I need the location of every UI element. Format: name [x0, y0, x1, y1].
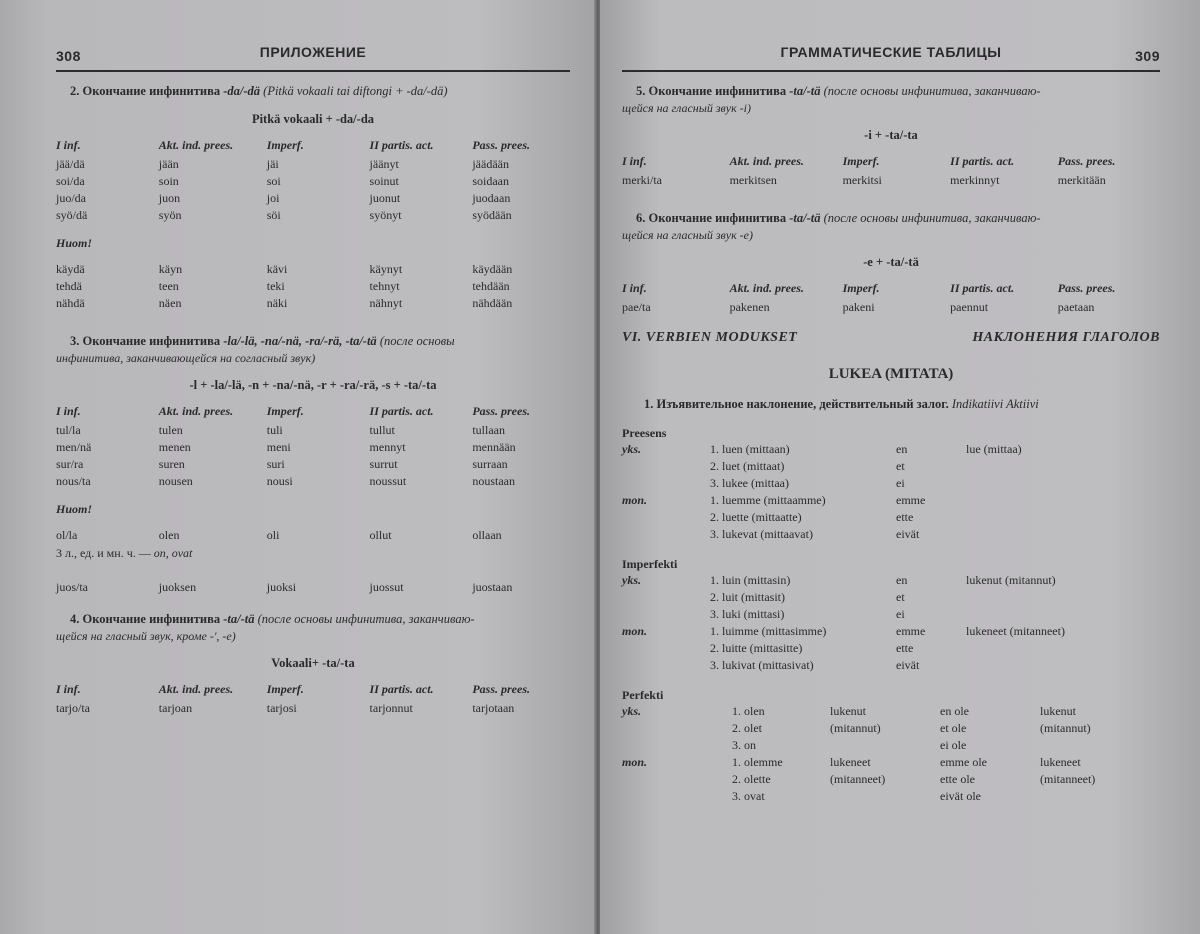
- conjugation-cell: emme ole: [940, 755, 987, 769]
- table-cell: tarjo/ta: [56, 701, 90, 715]
- section-5-formula: -i + -ta/-ta: [864, 128, 918, 142]
- table-cell: jää/dä: [56, 157, 85, 171]
- conjugation-cell: 1. luen (mittaan): [710, 442, 790, 456]
- table-cell: jäädään: [472, 157, 509, 171]
- conjugation-cell: 2. luette (mittaatte): [710, 510, 802, 524]
- conjugation-cell: 3. on: [732, 738, 756, 752]
- olla-table: [56, 527, 570, 544]
- conjugation-cell: [966, 475, 1166, 492]
- table-cell: mennään: [472, 440, 516, 454]
- table-cell: ollut: [369, 528, 392, 542]
- mood-heading: [644, 397, 1160, 412]
- section-4-suffix: -ta/-tä: [223, 612, 255, 626]
- table-cell: joi: [266, 191, 280, 205]
- number-label: [622, 475, 710, 492]
- olla-note-text: 3 л., ед. и мн. ч. —: [56, 546, 151, 560]
- conjugation-cell: en: [896, 573, 908, 587]
- number-label: yks.: [622, 573, 641, 587]
- table-cell: juo/da: [56, 191, 86, 205]
- conjugation-cell: 2. olet: [732, 721, 762, 735]
- left-page: [0, 0, 596, 934]
- conjugation-cell: emme: [896, 493, 926, 507]
- table-cell: noussut: [369, 474, 407, 488]
- section-vi-title-ru: НАКЛОНЕНИЯ ГЛАГОЛОВ: [972, 330, 1160, 345]
- conjugation-cell: [966, 589, 1166, 606]
- column-header: II partis. act.: [369, 404, 434, 418]
- conjugation-cell: eivät ole: [940, 789, 981, 803]
- conjugation-cell: lukenut (mitannut): [966, 573, 1056, 587]
- running-head-right: [622, 44, 1160, 66]
- table-cell: syön: [158, 208, 182, 222]
- section-2-title: 2. Окончание инфинитива: [70, 84, 221, 98]
- column-header: Akt. ind. prees.: [158, 404, 234, 418]
- table-cell: juos/ta: [56, 580, 88, 594]
- running-head-title-right: ГРАММАТИЧЕСКИЕ ТАБЛИЦЫ: [780, 44, 1002, 60]
- table-cell: merkinnyt: [950, 173, 1000, 187]
- table-cell: pakeni: [842, 300, 875, 314]
- conjugation-cell: ei: [896, 607, 905, 621]
- section-2-formula: Pitkä vokaali + -da/-da: [251, 112, 375, 126]
- table-row: [56, 473, 570, 490]
- section-vi-title-fi: VI. VERBIEN MODUKSET: [622, 330, 798, 345]
- column-header: Imperf.: [266, 138, 304, 152]
- conjugation-cell: et: [896, 590, 905, 604]
- number-label: mon.: [622, 624, 648, 638]
- column-header: Pass. prees.: [472, 404, 530, 418]
- conjugation-cell: en: [896, 442, 908, 456]
- table-header-row: [56, 403, 570, 422]
- table-cell: teki: [266, 279, 285, 293]
- table-cell: syö/dä: [56, 208, 88, 222]
- table-cell: soi/da: [56, 174, 85, 188]
- table-header-row: [622, 153, 1160, 172]
- conjugation-cell: [1040, 737, 1150, 754]
- huom-label: Huom!: [56, 236, 93, 250]
- table-cell: pakenen: [729, 300, 770, 314]
- column-header: Akt. ind. prees.: [729, 281, 804, 295]
- conjugation-cell: [966, 509, 1166, 526]
- table-header-row: [622, 280, 1160, 299]
- header-rule-right: [622, 70, 1160, 72]
- preesens-grid: [622, 441, 1160, 543]
- table-cell: juoksi: [266, 580, 297, 594]
- section-5-table: [622, 153, 1160, 189]
- section-2-suffix: -da/-dä: [223, 84, 261, 98]
- section-5-suffix: -ta/-tä: [789, 84, 821, 98]
- section-6-suffix: -ta/-tä: [789, 211, 821, 225]
- verb-title: LUKEA (MITATA): [828, 366, 954, 382]
- table-row: [622, 172, 1160, 189]
- column-header: Pass. prees.: [472, 138, 530, 152]
- table-row: [56, 173, 570, 190]
- olla-note: [56, 546, 570, 561]
- number-label: yks.: [622, 704, 641, 718]
- conjugation-cell: lukenut: [1040, 704, 1076, 718]
- conjugation-cell: [966, 458, 1166, 475]
- table-row: [56, 295, 570, 312]
- section-2-note: (Pitkä vokaali tai diftongi + -da/-dä): [263, 84, 448, 98]
- section-5-note: (после основы инфинитива, заканчиваю-: [823, 84, 1041, 98]
- number-label: [622, 771, 732, 788]
- table-cell: näen: [158, 296, 182, 310]
- section-3-heading: [70, 332, 570, 350]
- section-6-note-continued: щейся на гласный звук -e): [622, 228, 753, 242]
- table-cell: käydään: [472, 262, 513, 276]
- section-vi-heading: [622, 330, 1160, 346]
- column-header: Imperf.: [842, 281, 880, 295]
- column-header: II partis. act.: [369, 682, 434, 696]
- conjugation-cell: (mitannut): [1040, 721, 1091, 735]
- table-cell: merki/ta: [622, 173, 662, 187]
- table-cell: nousen: [158, 474, 193, 488]
- table-cell: käynyt: [369, 262, 403, 276]
- conjugation-cell: [966, 640, 1166, 657]
- table-row: [56, 456, 570, 473]
- conjugation-cell: lukenut: [830, 704, 866, 718]
- section-3-title: 3. Окончание инфинитива: [70, 334, 221, 348]
- conjugation-cell: [830, 788, 940, 805]
- conjugation-cell: 3. lukivat (mittasivat): [710, 658, 814, 672]
- number-label: [622, 788, 732, 805]
- table-cell: sur/ra: [56, 457, 84, 471]
- section-2-heading: [70, 82, 570, 100]
- column-header: Imperf.: [842, 154, 880, 168]
- section-2-table: [56, 137, 570, 224]
- olla-note-forms: on, ovat: [153, 546, 193, 560]
- table-row: [56, 207, 570, 224]
- table-cell: tarjonnut: [369, 701, 413, 715]
- table-cell: mennyt: [369, 440, 406, 454]
- conjugation-cell: lukeneet (mitanneet): [966, 624, 1065, 638]
- conjugation-cell: ette: [896, 641, 914, 655]
- conjugation-cell: 1. olen: [732, 704, 765, 718]
- section-3-note: (после основы: [379, 334, 455, 348]
- conjugation-cell: lukeneet: [1040, 755, 1081, 769]
- table-cell: jään: [158, 157, 179, 171]
- table-cell: pae/ta: [622, 300, 651, 314]
- number-label: mon.: [622, 755, 648, 769]
- table-cell: meni: [266, 440, 291, 454]
- table-cell: olen: [158, 528, 180, 542]
- column-header: Pass. prees.: [1057, 154, 1116, 168]
- table-cell: juostaan: [472, 580, 513, 594]
- table-cell: teen: [158, 279, 179, 293]
- column-header: I inf.: [622, 281, 647, 295]
- table-cell: menen: [158, 440, 191, 454]
- conjugation-cell: ette ole: [940, 772, 975, 786]
- table-cell: söi: [266, 208, 281, 222]
- table-cell: noustaan: [472, 474, 515, 488]
- section-4-note: (после основы инфинитива, заканчиваю-: [257, 612, 475, 626]
- table-cell: tehdään: [472, 279, 510, 293]
- table-cell: oli: [266, 528, 280, 542]
- column-header: I inf.: [56, 138, 81, 152]
- table-cell: juonut: [369, 191, 401, 205]
- table-cell: juoksen: [158, 580, 197, 594]
- number-label: [622, 458, 710, 475]
- perfekti-title: Perfekti: [622, 688, 664, 702]
- mood-label: Indikatiivi Aktiivi: [951, 397, 1039, 411]
- section-3-formula: -l + -la/-lä, -n + -na/-nä, -r + -ra/-rä, -s + -ta/-ta: [189, 378, 437, 392]
- conjugation-cell: [966, 606, 1166, 623]
- table-row: [56, 156, 570, 173]
- conjugation-cell: [966, 657, 1166, 674]
- table-cell: ol/la: [56, 528, 78, 542]
- conjugation-cell: ei ole: [940, 738, 967, 752]
- table-row: [56, 700, 570, 717]
- conjugation-cell: eivät: [896, 658, 920, 672]
- table-cell: soi: [266, 174, 281, 188]
- section-4-heading: [70, 610, 570, 628]
- table-cell: suri: [266, 457, 285, 471]
- conjugation-cell: (mitanneet): [1040, 772, 1096, 786]
- number-label: [622, 720, 732, 737]
- conjugation-cell: et: [896, 459, 905, 473]
- huom-label: Huom!: [56, 502, 93, 516]
- table-row: [56, 261, 570, 278]
- number-label: [622, 640, 710, 657]
- section-3-note-continued: инфинитива, заканчивающейся на согласный звук): [56, 351, 316, 365]
- section-4-note-continued: щейся на гласный звук, кроме -', -e): [56, 629, 236, 643]
- table-cell: tullaan: [472, 423, 505, 437]
- conjugation-cell: 3. lukevat (mittaavat): [710, 527, 813, 541]
- column-header: I inf.: [622, 154, 647, 168]
- table-cell: tulen: [158, 423, 183, 437]
- table-cell: juodaan: [472, 191, 511, 205]
- header-rule-left: [56, 70, 570, 72]
- table-cell: tehnyt: [369, 279, 400, 293]
- table-cell: syödään: [472, 208, 512, 222]
- table-cell: surrut: [369, 457, 398, 471]
- section-3-table: [56, 403, 570, 490]
- section-5-heading: [636, 82, 1160, 100]
- column-header: II partis. act.: [369, 138, 434, 152]
- table-cell: soidaan: [472, 174, 509, 188]
- table-cell: käydä: [56, 262, 85, 276]
- table-cell: jäi: [266, 157, 279, 171]
- conjugation-cell: eivät: [896, 527, 920, 541]
- section-4-title: 4. Окончание инфинитива: [70, 612, 221, 626]
- running-head-left: [56, 44, 570, 66]
- section-2-exceptions-table: [56, 261, 570, 312]
- section-5-note-continued: щейся на гласный звук -i): [622, 101, 752, 115]
- table-cell: ollaan: [472, 528, 502, 542]
- table-row: [56, 190, 570, 207]
- page-number-right: 309: [1135, 48, 1160, 64]
- section-6-formula: -e + -ta/-tä: [863, 255, 919, 269]
- table-cell: nousi: [266, 474, 293, 488]
- table-row: [56, 527, 570, 544]
- conjugation-cell: en ole: [940, 704, 969, 718]
- number-label: [622, 657, 710, 674]
- table-header-row: [56, 137, 570, 156]
- table-cell: tarjoan: [158, 701, 193, 715]
- column-header: Akt. ind. prees.: [158, 138, 234, 152]
- preesens-title: Preesens: [622, 426, 667, 440]
- table-cell: merkitsi: [842, 173, 882, 187]
- section-6-note: (после основы инфинитива, заканчиваю-: [823, 211, 1041, 225]
- section-3-suffix: -la/-lä, -na/-nä, -ra/-rä, -ta/-tä: [223, 334, 377, 348]
- table-cell: tul/la: [56, 423, 81, 437]
- conjugation-cell: 1. luemme (mittaamme): [710, 493, 826, 507]
- number-label: [622, 737, 732, 754]
- conjugation-cell: 2. luet (mittaat): [710, 459, 785, 473]
- table-row: [56, 439, 570, 456]
- table-cell: men/nä: [56, 440, 92, 454]
- column-header: Imperf.: [266, 682, 304, 696]
- conjugation-cell: 2. olette: [732, 772, 771, 786]
- table-cell: merkitään: [1057, 173, 1106, 187]
- section-6-heading: [636, 209, 1160, 227]
- section-4-formula: Vokaali+ -ta/-ta: [271, 656, 355, 670]
- conjugation-cell: [830, 737, 940, 754]
- table-row: [56, 278, 570, 295]
- table-row: [56, 422, 570, 439]
- number-label: [622, 509, 710, 526]
- table-cell: juon: [158, 191, 181, 205]
- table-cell: nähnyt: [369, 296, 403, 310]
- conjugation-cell: 3. ovat: [732, 789, 765, 803]
- section-5-title: 5. Окончание инфинитива: [636, 84, 787, 98]
- table-cell: tuli: [266, 423, 283, 437]
- table-cell: paennut: [950, 300, 989, 314]
- mood-text: 1. Изъявительное наклонение, действительный залог.: [644, 397, 949, 411]
- number-label: [622, 589, 710, 606]
- table-row: [56, 579, 570, 596]
- conjugation-cell: 2. luitte (mittasitte): [710, 641, 803, 655]
- section-4-table: [56, 681, 570, 717]
- column-header: Akt. ind. prees.: [729, 154, 804, 168]
- conjugation-cell: [1040, 788, 1150, 805]
- number-label: [622, 526, 710, 543]
- perfekti-grid: [622, 703, 1160, 805]
- number-label: mon.: [622, 493, 648, 507]
- conjugation-cell: et ole: [940, 721, 967, 735]
- conjugation-cell: 1. luimme (mittasimme): [710, 624, 827, 638]
- table-cell: tarjotaan: [472, 701, 515, 715]
- column-header: II partis. act.: [950, 281, 1015, 295]
- conjugation-cell: lukeneet: [830, 755, 871, 769]
- table-cell: nähdä: [56, 296, 85, 310]
- table-cell: tullut: [369, 423, 395, 437]
- conjugation-cell: 3. lukee (mittaa): [710, 476, 789, 490]
- table-cell: tehdä: [56, 279, 82, 293]
- page-number-left: 308: [56, 48, 81, 64]
- conjugation-cell: 1. olemme: [732, 755, 783, 769]
- conjugation-cell: [966, 492, 1166, 509]
- table-cell: nähdään: [472, 296, 513, 310]
- number-label: [622, 606, 710, 623]
- table-cell: käyn: [158, 262, 183, 276]
- section-6-table: [622, 280, 1160, 316]
- conjugation-cell: 1. luin (mittasin): [710, 573, 791, 587]
- table-cell: merkitsen: [729, 173, 777, 187]
- table-header-row: [56, 681, 570, 700]
- column-header: I inf.: [56, 404, 81, 418]
- column-header: Pass. prees.: [472, 682, 530, 696]
- table-cell: nous/ta: [56, 474, 91, 488]
- table-cell: soinut: [369, 174, 399, 188]
- table-cell: soin: [158, 174, 179, 188]
- conjugation-cell: emme: [896, 624, 926, 638]
- column-header: Akt. ind. prees.: [158, 682, 234, 696]
- running-head-title-left: ПРИЛОЖЕНИЕ: [259, 44, 367, 60]
- table-cell: jäänyt: [369, 157, 399, 171]
- table-cell: suren: [158, 457, 185, 471]
- section-6-title: 6. Окончание инфинитива: [636, 211, 787, 225]
- column-header: Imperf.: [266, 404, 304, 418]
- table-cell: juossut: [369, 580, 404, 594]
- table-cell: näki: [266, 296, 288, 310]
- table-cell: tarjosi: [266, 701, 297, 715]
- table-cell: paetaan: [1057, 300, 1095, 314]
- table-cell: surraan: [472, 457, 508, 471]
- conjugation-cell: (mitanneet): [830, 772, 886, 786]
- conjugation-cell: lue (mittaa): [966, 442, 1022, 456]
- column-header: II partis. act.: [950, 154, 1015, 168]
- conjugation-cell: 3. luki (mittasi): [710, 607, 785, 621]
- table-row: [622, 299, 1160, 316]
- number-label: yks.: [622, 442, 641, 456]
- table-cell: syönyt: [369, 208, 402, 222]
- juosta-table: [56, 579, 570, 596]
- imperfekti-grid: [622, 572, 1160, 674]
- right-page: [600, 0, 1200, 934]
- conjugation-cell: ei: [896, 476, 905, 490]
- column-header: Pass. prees.: [1057, 281, 1116, 295]
- conjugation-cell: ette: [896, 510, 914, 524]
- conjugation-cell: (mitannut): [830, 721, 881, 735]
- imperfekti-title: Imperfekti: [622, 557, 678, 571]
- conjugation-cell: [966, 526, 1166, 543]
- conjugation-cell: 2. luit (mittasit): [710, 590, 785, 604]
- column-header: I inf.: [56, 682, 81, 696]
- table-cell: kävi: [266, 262, 288, 276]
